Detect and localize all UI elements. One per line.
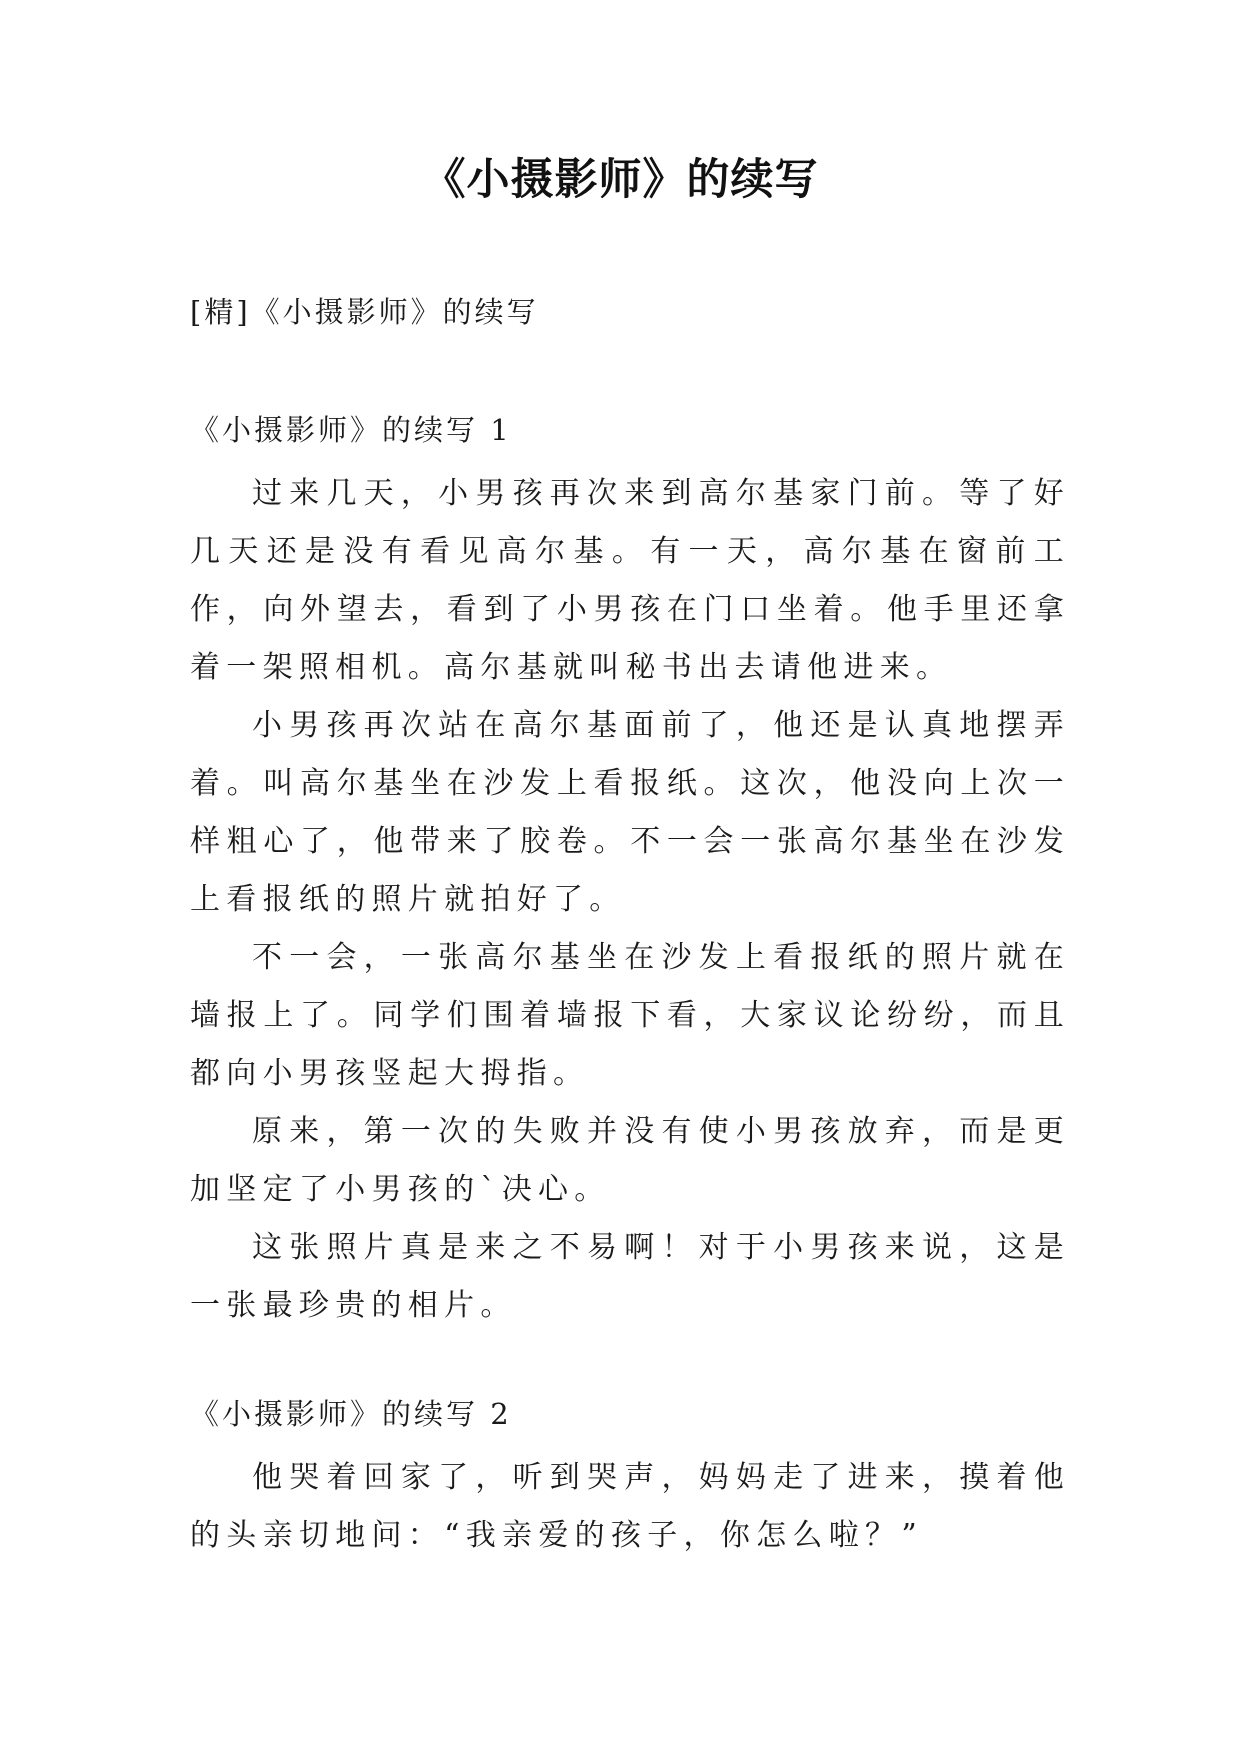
paragraph: 过来几天，小男孩再次来到高尔基家门前。等了好几天还是没有看见高尔基。有一天，高尔基在窗前工作，向外望去，看到了小男孩在门口坐着。他手里还拿着一架照相机。高尔基就叫秘书出去请他进来。: [190, 476, 1070, 685]
document-subtitle: [精]《小摄影师》的续写: [190, 295, 539, 329]
paragraph: 不一会，一张高尔基坐在沙发上看报纸的照片就在墙报上了。同学们围着墙报下看，大家议论纷纷，而且都向小男孩竖起大拇指。: [190, 940, 1070, 1091]
section-1: [190, 410, 1070, 1335]
paragraph: 小男孩再次站在高尔基面前了，他还是认真地摆弄着。叫高尔基坐在沙发上看报纸。这次，他没向上次一样粗心了，他带来了胶卷。不一会一张高尔基坐在沙发上看报纸的照片就拍好了。: [190, 708, 1070, 917]
paragraph: 他哭着回家了，听到哭声，妈妈走了进来，摸着他的头亲切地问：“我亲爱的孩子，你怎么啦？”: [190, 1460, 1070, 1553]
paragraph: 原来，第一次的失败并没有使小男孩放弃，而是更加坚定了小男孩的`决心。: [190, 1114, 1070, 1207]
document-title: 《小摄影师》的续写: [422, 155, 819, 205]
paragraph: 这张照片真是来之不易啊！对于小男孩来说，这是一张最珍贵的相片。: [190, 1230, 1070, 1323]
section-heading: 《小摄影师》的续写 2: [190, 1397, 512, 1431]
section-heading: 《小摄影师》的续写 1: [190, 413, 512, 447]
section-2: [190, 1394, 1070, 1565]
